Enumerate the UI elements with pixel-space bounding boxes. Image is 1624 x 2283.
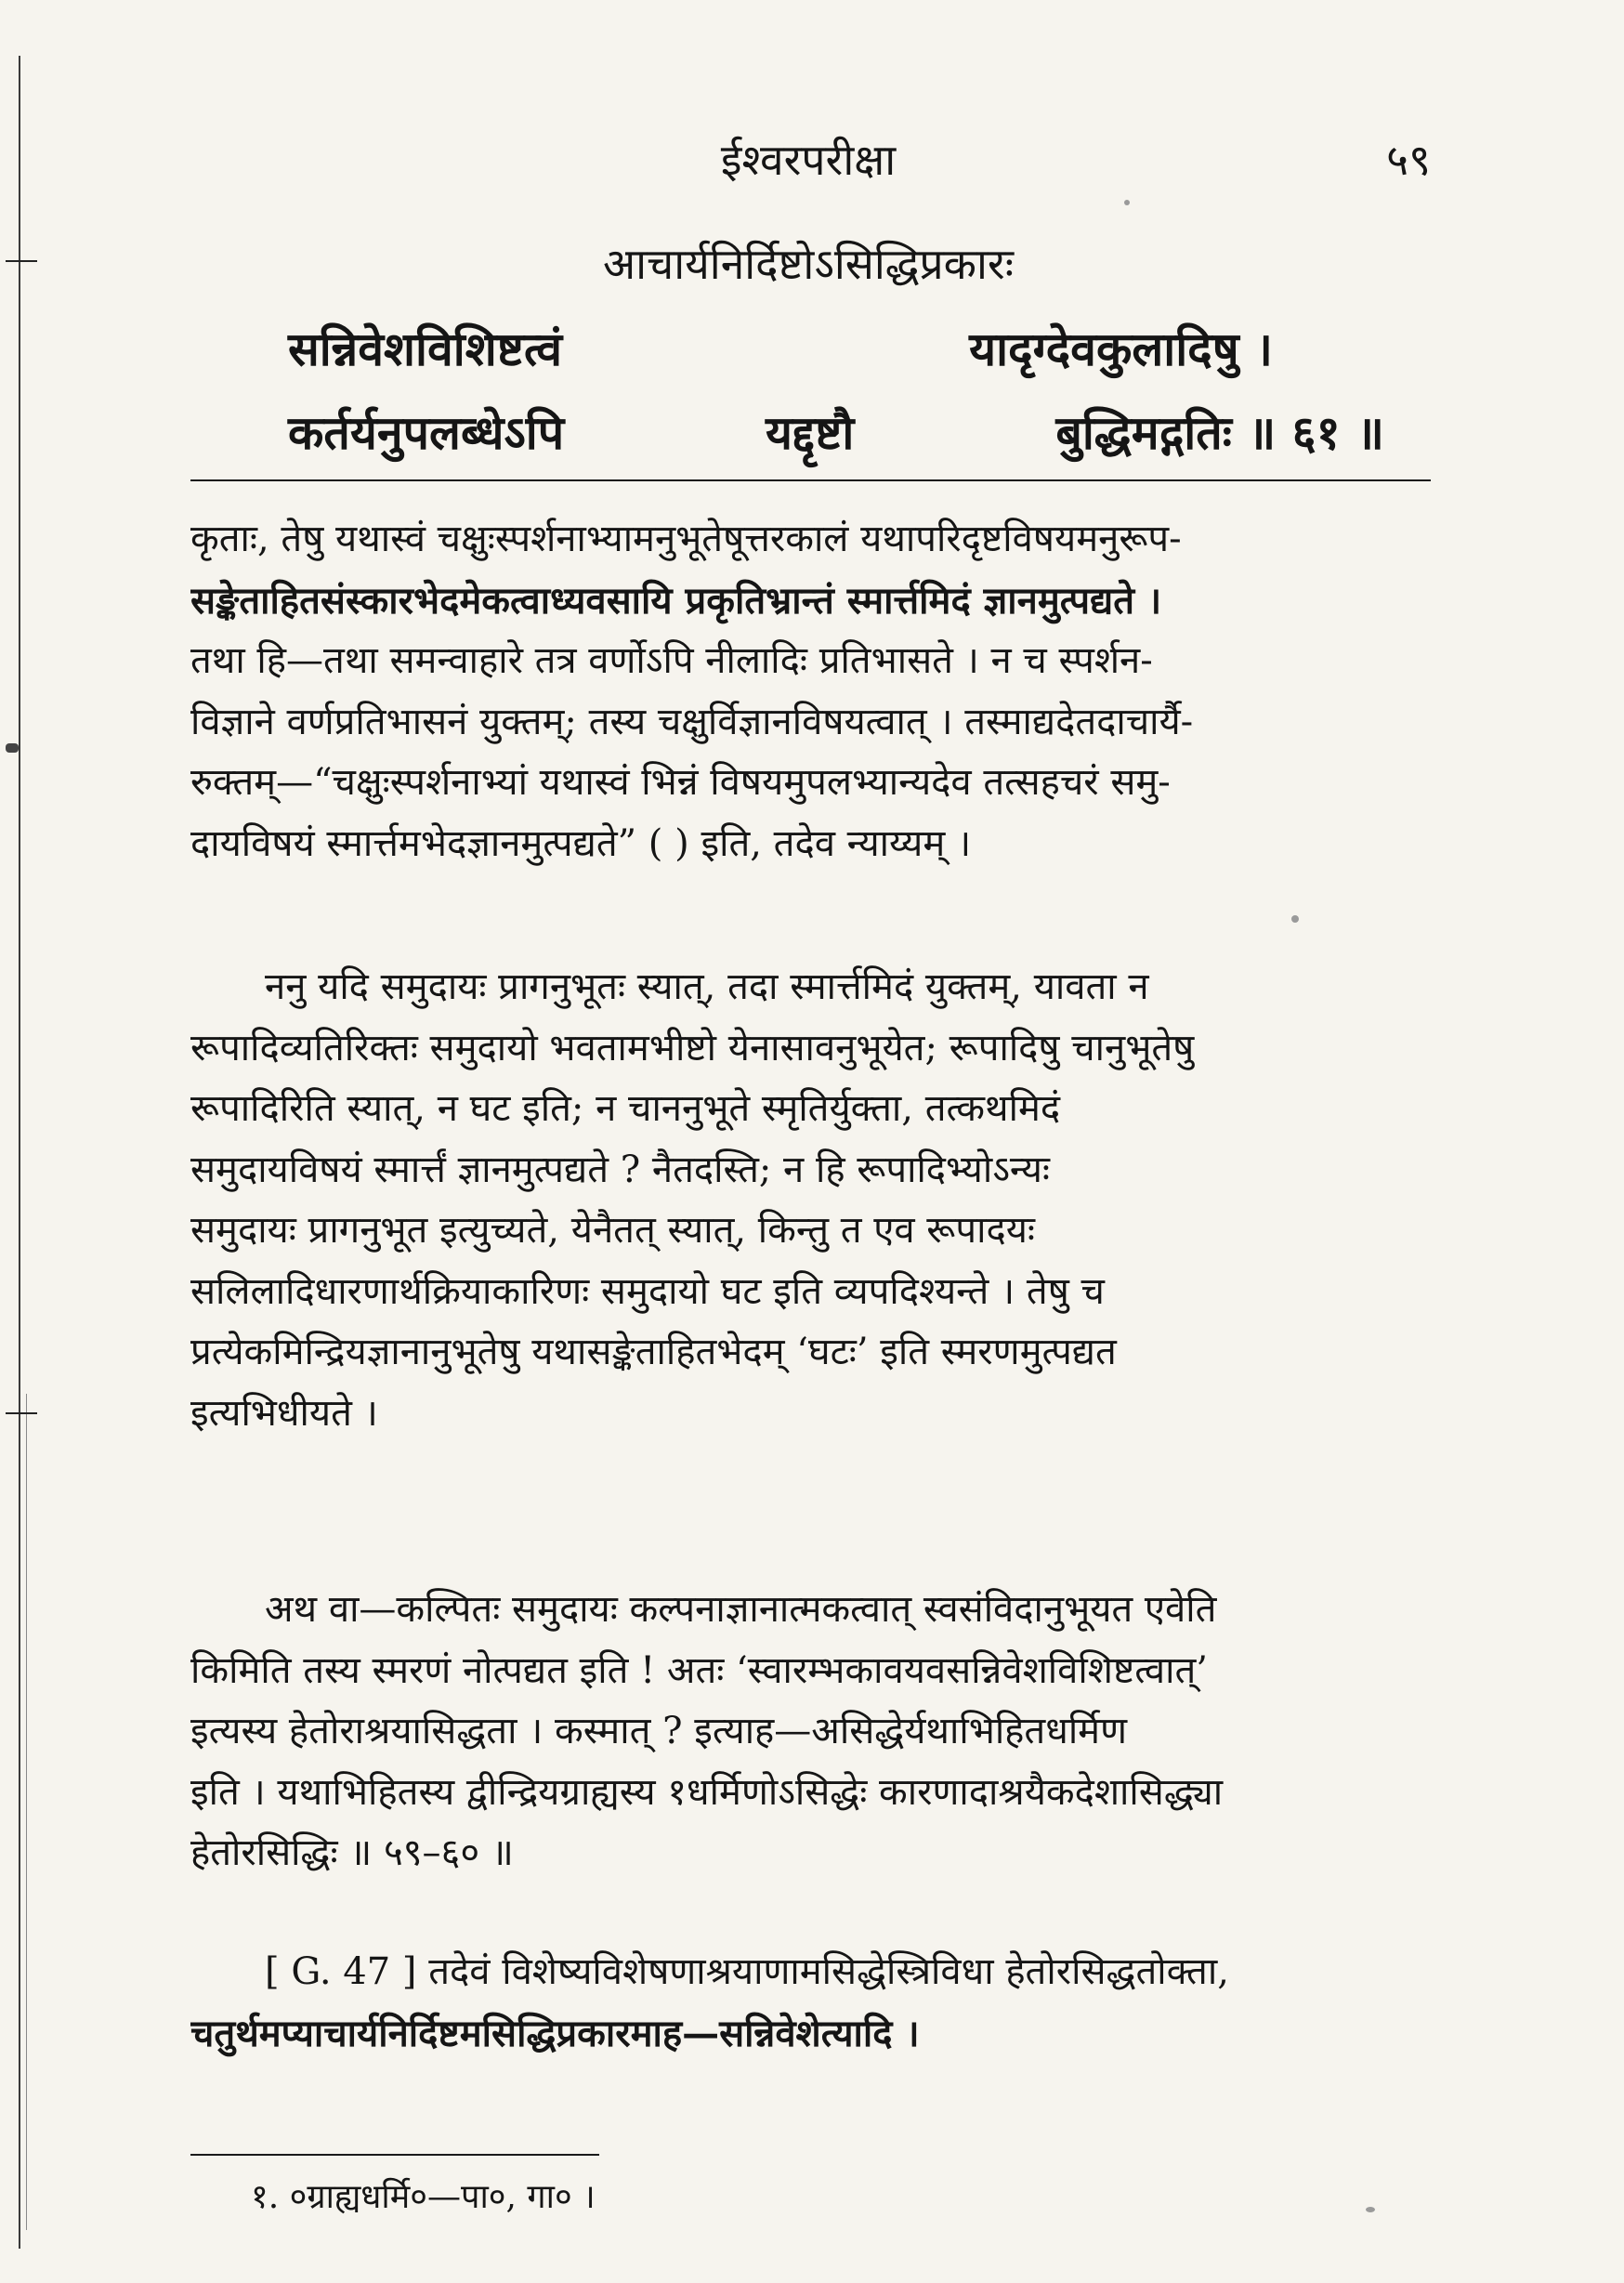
text-line: रूपादिव्यतिरिक्तः समुदायो भवतामभीष्टो येनासावनुभूयेत; रूपादिषु चानुभूतेषु xyxy=(190,1026,1195,1069)
verse-line-1 xyxy=(288,316,1384,379)
page-number: ५९ xyxy=(1386,135,1431,185)
scan-speck xyxy=(1291,915,1299,923)
binding-hole xyxy=(6,743,19,753)
commentary-paragraph-3 xyxy=(190,1580,1435,1884)
text-line: अथ वा—कल्पितः समुदायः कल्पनाज्ञानात्मकत्वात् स्वसंविदानुभूयत एवेति xyxy=(265,1588,1217,1631)
verse-segment: सन्निवेशविशिष्टत्वं xyxy=(288,321,562,376)
verse-segment: बुद्धिमद्गतिः ॥ ६१ ॥ xyxy=(1055,405,1384,460)
text-line: सङ्केताहितसंस्कारभेदमेकत्वाध्यवसायि प्रकृतिभ्रान्तं स्मार्त्तमिदं ज्ञानमुत्पद्यते । xyxy=(190,578,1162,623)
verse-line-2 xyxy=(288,400,1384,463)
text-line: विज्ञाने वर्णप्रतिभासनं युक्तम्; तस्य चक्षुर्विज्ञानविषयत्वात् । तस्माद्यदेतदाचार्यै- xyxy=(190,700,1194,743)
text-line: ननु यदि समुदायः प्रागनुभूतः स्यात्, तदा स्मार्त्तमिदं युक्तम्, यावता न xyxy=(265,965,1149,1008)
binding-mark xyxy=(6,1412,37,1414)
binding-mark xyxy=(6,260,37,262)
text-line: किमिति तस्य स्मरणं नोत्पद्यत इति ! अतः ‘स्वारम्भकावयवसन्निवेशविशिष्टत्वात्’ xyxy=(190,1648,1209,1692)
binding-edge-inner xyxy=(26,1394,27,2230)
footnote: १. ०ग्राह्यधर्मि०—पा०, गा० । xyxy=(251,2178,596,2216)
verse-segment: यद्दृष्टौ xyxy=(766,405,855,460)
text-line: चतुर्थमप्याचार्यनिर्दिष्टमसिद्धिप्रकारमाह—सन्निवेशेत्यादि । xyxy=(190,2011,920,2055)
binding-edge xyxy=(19,56,20,2249)
verse-segment: यादृग्देवकुलादिषु । xyxy=(969,321,1273,376)
text-line: रुक्तम्—“चक्षुःस्पर्शनाभ्यां यथास्वं भिन्नं विषयमुपलभ्यान्यदेव तत्सहचरं समु- xyxy=(190,761,1171,804)
text-line: रूपादिरिति स्यात्, न घट इति; न चाननुभूते स्मृतिर्युक्ता, तत्कथमिदं xyxy=(190,1087,1061,1130)
text-line: इत्यभिधीयते । xyxy=(190,1391,378,1435)
text-line: तथा हि—तथा समन्वाहारे तत्र वर्णोऽपि नीलादिः प्रतिभासते । न च स्पर्शन- xyxy=(190,639,1153,682)
commentary-paragraph-1 xyxy=(190,509,1435,874)
running-title: ईश्वरपरीक्षा xyxy=(720,135,897,185)
text-line: दायविषयं स्मार्त्तमभेदज्ञानमुत्पद्यते” ( ) इति, तदेव न्याय्यम् । xyxy=(190,821,972,865)
page-header xyxy=(186,130,1431,204)
text-line: सलिलादिधारणार्थक्रियाकारिणः समुदायो घट इति व्यपदिश्यन्ते । तेषु च xyxy=(190,1269,1105,1313)
footnote-divider xyxy=(190,2154,599,2156)
text-line: हेतोरसिद्धिः ॥ ५९–६० ॥ xyxy=(190,1831,514,1874)
commentary-paragraph-2 xyxy=(190,957,1435,1444)
text-line: [ G. 47 ] तदेवं विशेष्यविशेषणाश्रयाणामसिद्धेस्त्रिविधा हेतोरसिद्धतोक्ता, xyxy=(265,1950,1229,1993)
text-line: समुदायः प्रागनुभूत इत्युच्यते, येनैतत् स्यात्, किन्तु त एव रूपादयः xyxy=(190,1209,1035,1252)
text-line: समुदायविषयं स्मार्त्तं ज्ञानमुत्पद्यते ? नैतदस्ति; न हि रूपादिभ्योऽन्यः xyxy=(190,1148,1051,1191)
text-line: इति । यथाभिहितस्य द्वीन्द्रियग्राह्यस्य १धर्मिणोऽसिद्धेः कारणादाश्रयैकदेशासिद्ध्या xyxy=(190,1770,1224,1814)
verse-divider xyxy=(190,479,1431,481)
section-heading: आचार्यनिर्दिष्टोऽसिद्धिप्रकारः xyxy=(602,239,1015,289)
text-line: कृताः, तेषु यथास्वं चक्षुःस्पर्शनाभ्यामनुभूतेषूत्तरकालं यथापरिदृष्टविषयमनुरूप- xyxy=(190,518,1182,560)
commentary-paragraph-4 xyxy=(190,1942,1435,2064)
scan-speck xyxy=(1124,200,1130,205)
text-line: इत्यस्य हेतोराश्रयासिद्धता । कस्मात् ? इत्याह—असिद्धेर्यथाभिहितधर्मिण xyxy=(190,1710,1128,1752)
scan-speck xyxy=(1366,2207,1375,2212)
verse-segment: कर्तर्यनुपलब्धेऽपि xyxy=(288,405,565,460)
text-line: प्रत्येकमिन्द्रियज्ञानानुभूतेषु यथासङ्केताहितभेदम् ‘घटः’ इति स्मरणमुत्पद्यत xyxy=(190,1331,1117,1373)
